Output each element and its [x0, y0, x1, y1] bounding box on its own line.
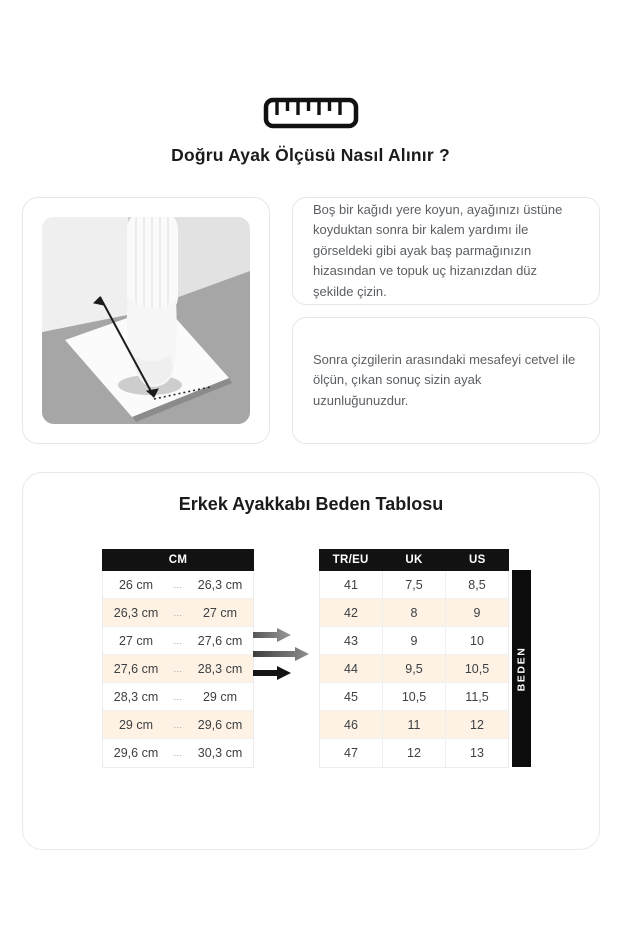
intl-header-uk: UK [405, 554, 423, 566]
ruler-icon [0, 96, 621, 130]
table-cell: 29 cm [202, 689, 238, 704]
table-row [103, 739, 253, 767]
table-cell: 12 [382, 739, 445, 767]
table-cell: 43 [344, 633, 358, 648]
table-row [320, 655, 508, 683]
table-cell: 26,3 cm [197, 577, 243, 592]
table-cell: 9 [445, 599, 508, 626]
table-cell: ... [173, 719, 183, 730]
table-row [320, 627, 508, 655]
intl-header-us: US [469, 554, 486, 566]
table-row [320, 599, 508, 627]
table-cell: 45 [344, 689, 358, 704]
table-row [103, 599, 253, 627]
table-cell: 10,5 [382, 683, 445, 710]
intl-table-header [319, 549, 509, 571]
table-cell: 7,5 [382, 571, 445, 598]
table-cell: ... [173, 691, 183, 702]
table-cell: 30,3 cm [197, 746, 243, 760]
table-row [103, 627, 253, 655]
table-cell: ... [173, 635, 183, 646]
table-cell: 27 cm [118, 633, 154, 648]
table-cell: ... [173, 663, 183, 674]
table-cell: 29,6 cm [197, 717, 243, 732]
table-cell: 9,5 [382, 655, 445, 682]
table-cell: 8 [382, 599, 445, 626]
tip-text-draw: Boş bir kağıdı yere koyun, ayağınızı üstüne koyduktan sonra bir kalem yardımı ile görseldeki gibi ayak baş parmağınızın hizasından ve topuk uç hizanızdan düz şekilde çizin. [313, 201, 563, 299]
table-cell: 29 cm [118, 717, 154, 732]
cm-table [102, 549, 254, 768]
table-cell: 41 [344, 577, 358, 592]
table-row [103, 655, 253, 683]
tip-box-measure [292, 317, 600, 444]
table-row [103, 711, 253, 739]
intl-table [319, 549, 509, 768]
table-cell: ... [173, 607, 183, 618]
table-row [320, 683, 508, 711]
table-cell: 26,3 cm [113, 605, 159, 620]
table-cell: ... [173, 748, 183, 758]
table-cell: 9 [382, 627, 445, 654]
intl-header-tr-eu: TR/EU [332, 554, 369, 566]
table-cell: 42 [344, 605, 358, 620]
table-row [103, 683, 253, 711]
table-cell: 46 [344, 717, 358, 732]
table-cell: 13 [445, 739, 508, 767]
size-table-card [22, 472, 600, 850]
table-cell: 11 [382, 711, 445, 738]
beden-side-label: BEDEN [515, 646, 528, 691]
table-cell: 47 [344, 746, 358, 760]
table-cell: 11,5 [445, 683, 508, 710]
how-to-title: Doğru Ayak Ölçüsü Nasıl Alınır ? [171, 145, 450, 165]
table-cell: 27 cm [202, 605, 238, 620]
table-cell: 12 [445, 711, 508, 738]
table-cell: 10,5 [445, 655, 508, 682]
cm-table-body [102, 571, 254, 768]
table-row [320, 711, 508, 739]
cm-table-header: CM [102, 549, 254, 571]
tip-box-draw [292, 197, 600, 305]
convert-arrows-icon [251, 625, 313, 688]
table-row [103, 571, 253, 599]
foot-measurement-photo [42, 217, 250, 424]
table-cell: 10 [445, 627, 508, 654]
tip-text-measure: Sonra çizgilerin arasındaki mesafeyi cetvel ile ölçün, çıkan sonuç sizin ayak uzunluğunuzdur. [313, 351, 576, 408]
table-cell: 44 [344, 661, 358, 676]
table-cell: ... [173, 579, 183, 590]
table-cell: 8,5 [445, 571, 508, 598]
beden-side-bar [512, 570, 531, 767]
intl-table-body [319, 571, 509, 768]
table-cell: 29,6 cm [113, 746, 159, 760]
table-cell: 27,6 cm [113, 661, 159, 676]
table-cell: 27,6 cm [197, 633, 243, 648]
table-row [320, 571, 508, 599]
table-cell: 26 cm [118, 577, 154, 592]
table-row [320, 739, 508, 767]
size-table-title: Erkek Ayakkabı Beden Tablosu [178, 494, 444, 514]
table-cell: 28,3 cm [197, 661, 243, 676]
measurement-photo-card [22, 197, 270, 444]
table-cell: 28,3 cm [113, 689, 159, 704]
